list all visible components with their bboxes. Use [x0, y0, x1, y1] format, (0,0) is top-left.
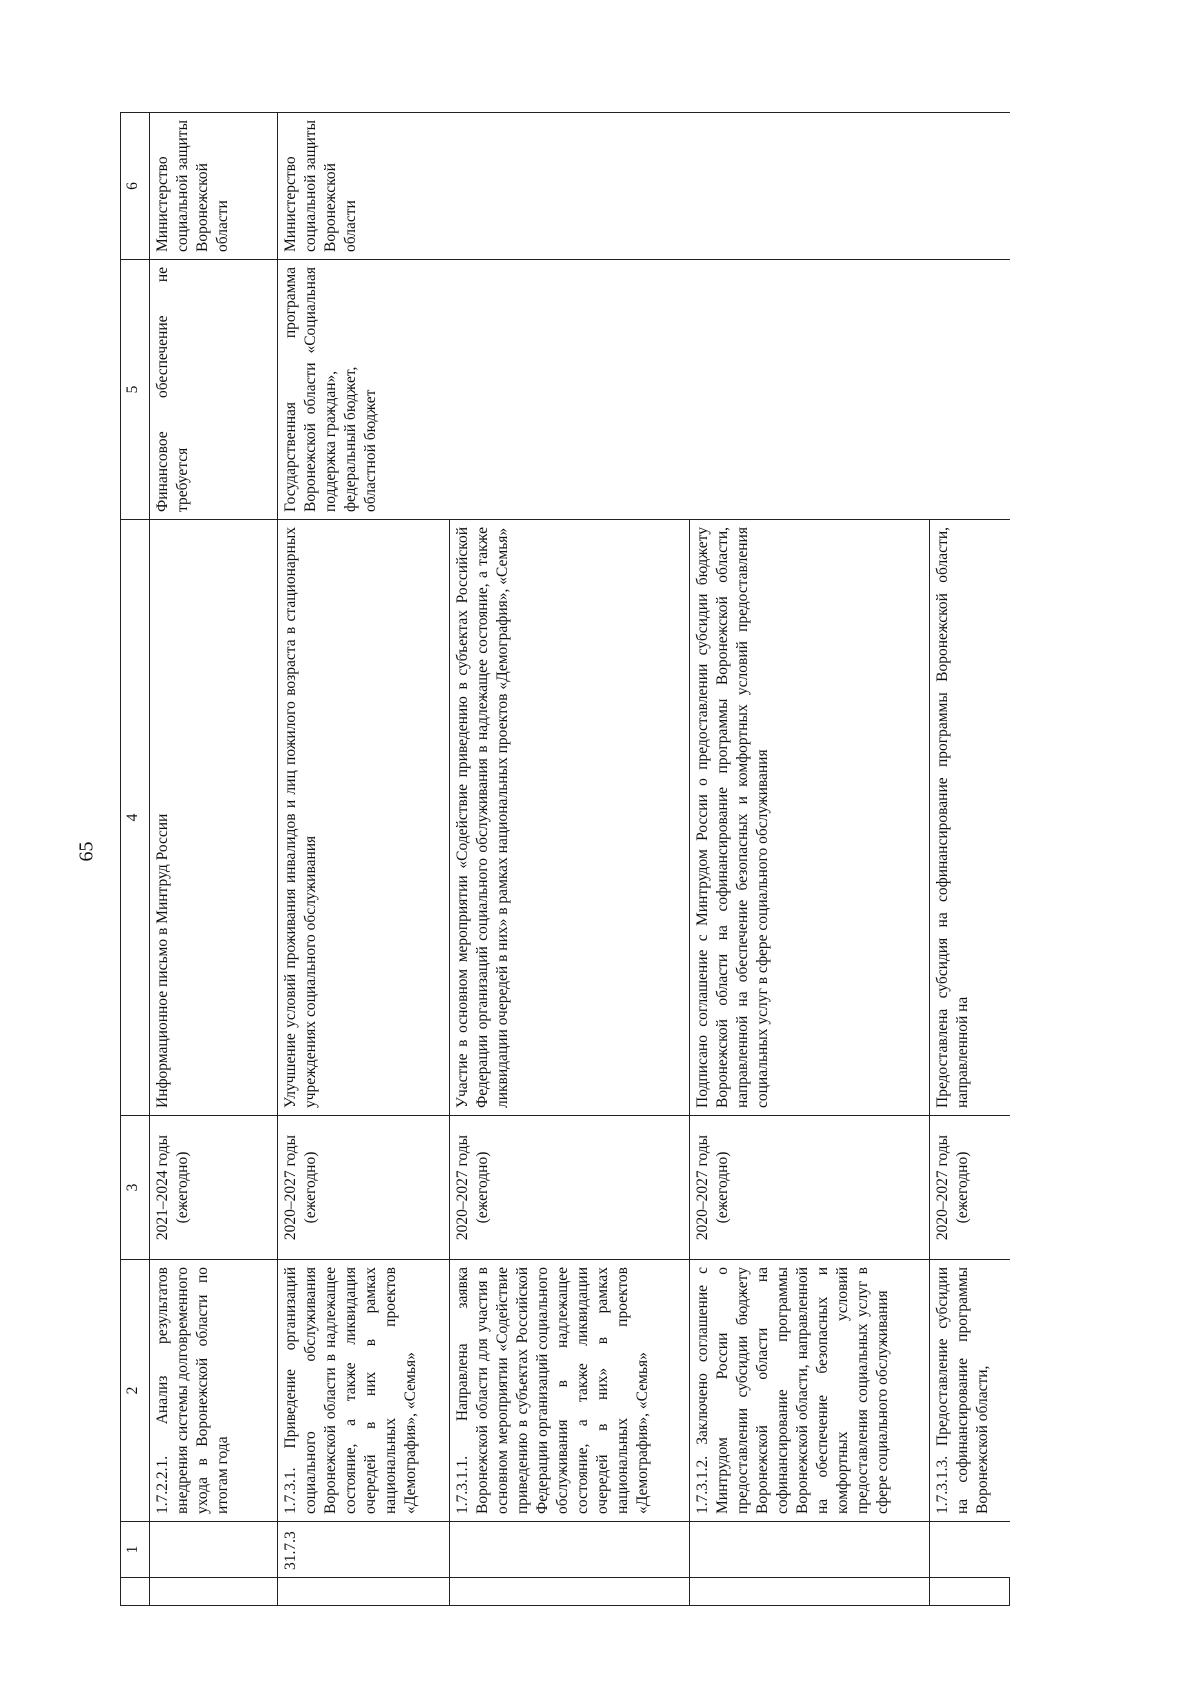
row-number [450, 1522, 690, 1578]
table-row [150, 113, 278, 1606]
document-sheet [120, 113, 1071, 1606]
result-cell: Участие в основном мероприятии «Содействие приведению в субъектах Российской Федерации организаций социального обслуживания в надлежащее состояние, а также ликвидации очередей в них» в рамках национальных проектов «Демография», «Семья» [450, 520, 690, 1116]
period-cell: 2020–2027 годы (ежегодно) [690, 1116, 930, 1260]
rotated-table-wrapper [120, 113, 1071, 1606]
header-col-2: 2 [121, 1260, 150, 1522]
header-col-1: 1 [121, 1522, 150, 1578]
period-cell: 2021–2024 годы (ежегодно) [150, 1116, 278, 1260]
header-row [121, 113, 150, 1606]
page-number: 65 [75, 841, 98, 862]
left-gutter [150, 1578, 278, 1606]
event-cell: 1.7.3.1.1. Направлена заявка Воронежской области для участия в основном мероприятии «Содействие приведению в субъектах Российской Федерации организаций социального обслуживания в надлежащее состояние, а также ликвидации очередей в них» в рамках национальных проектов «Демография», «Семья» [450, 1260, 690, 1522]
event-cell: 1.7.3.1.2. Заключено соглашение с Минтрудом России о предоставлении субсидии бюджету Воронежской области на софинансирование программы Воронежской области, направленной на обеспечение безопасных и комфортных условий предоставления социальных услуг в сфере социального обслуживания [690, 1260, 930, 1522]
left-gutter [930, 1578, 1010, 1606]
responsible-cell: Министерство социальной защиты Воронежской области [278, 113, 1010, 260]
header-col-4: 4 [121, 520, 150, 1116]
row-number: 31.7.3 [278, 1522, 450, 1578]
left-gutter [690, 1578, 930, 1606]
result-cell: Подписано соглашение с Минтрудом России о предоставлении субсидии бюджету Воронежской области на софинансирование программы Воронежской области, направленной на обеспечение безопасных и комфортных условий предоставления социальных услуг в сфере социального обслуживания [690, 520, 930, 1116]
result-cell: Предоставлена субсидия на софинансирование программы Воронежской области, направленной на [930, 520, 1010, 1116]
finance-cell [278, 260, 1010, 520]
event-cell: 1.7.3.1.3. Предоставление субсидии на софинансирование программы Воронежской области, [930, 1260, 1010, 1522]
header-col-6: 6 [121, 113, 150, 260]
event-cell: 1.7.2.2.1. Анализ результатов внедрения системы долговременного ухода в Воронежской области по итогам года [150, 1260, 278, 1522]
event-cell: 1.7.3.1. Приведение организаций социального обслуживания Воронежской области в надлежащее состояние, а также ликвидация очередей в них в рамках национальных проектов «Демография», «Семья» [278, 1260, 450, 1522]
row-number [930, 1522, 1010, 1578]
finance-cell: Финансовое обеспечение не требуется [150, 260, 278, 520]
finance-line: Государственная программа Воронежской области «Социальная поддержка граждан», [282, 267, 339, 512]
left-gutter [278, 1578, 450, 1606]
result-cell: Улучшение условий проживания инвалидов и лиц пожилого возраста в стационарных учреждениях социального обслуживания [278, 520, 450, 1116]
header-col-3: 3 [121, 1116, 150, 1260]
left-gutter [450, 1578, 690, 1606]
result-cell: Информационное письмо в Минтруд России [150, 520, 278, 1116]
responsible-cell: Министерство социальной защиты Воронежской области [150, 113, 278, 260]
period-cell: 2020–2027 годы (ежегодно) [278, 1116, 450, 1260]
row-number [690, 1522, 930, 1578]
measures-table [120, 112, 1010, 1606]
period-cell: 2020–2027 годы (ежегодно) [930, 1116, 1010, 1260]
table-row [278, 113, 450, 1606]
finance-line: федеральный бюджет, [342, 366, 359, 512]
left-gutter [121, 1578, 150, 1606]
row-number [150, 1522, 278, 1578]
header-col-5: 5 [121, 260, 150, 520]
period-cell: 2020–2027 годы (ежегодно) [450, 1116, 690, 1260]
finance-line: областной бюджет [362, 389, 379, 512]
